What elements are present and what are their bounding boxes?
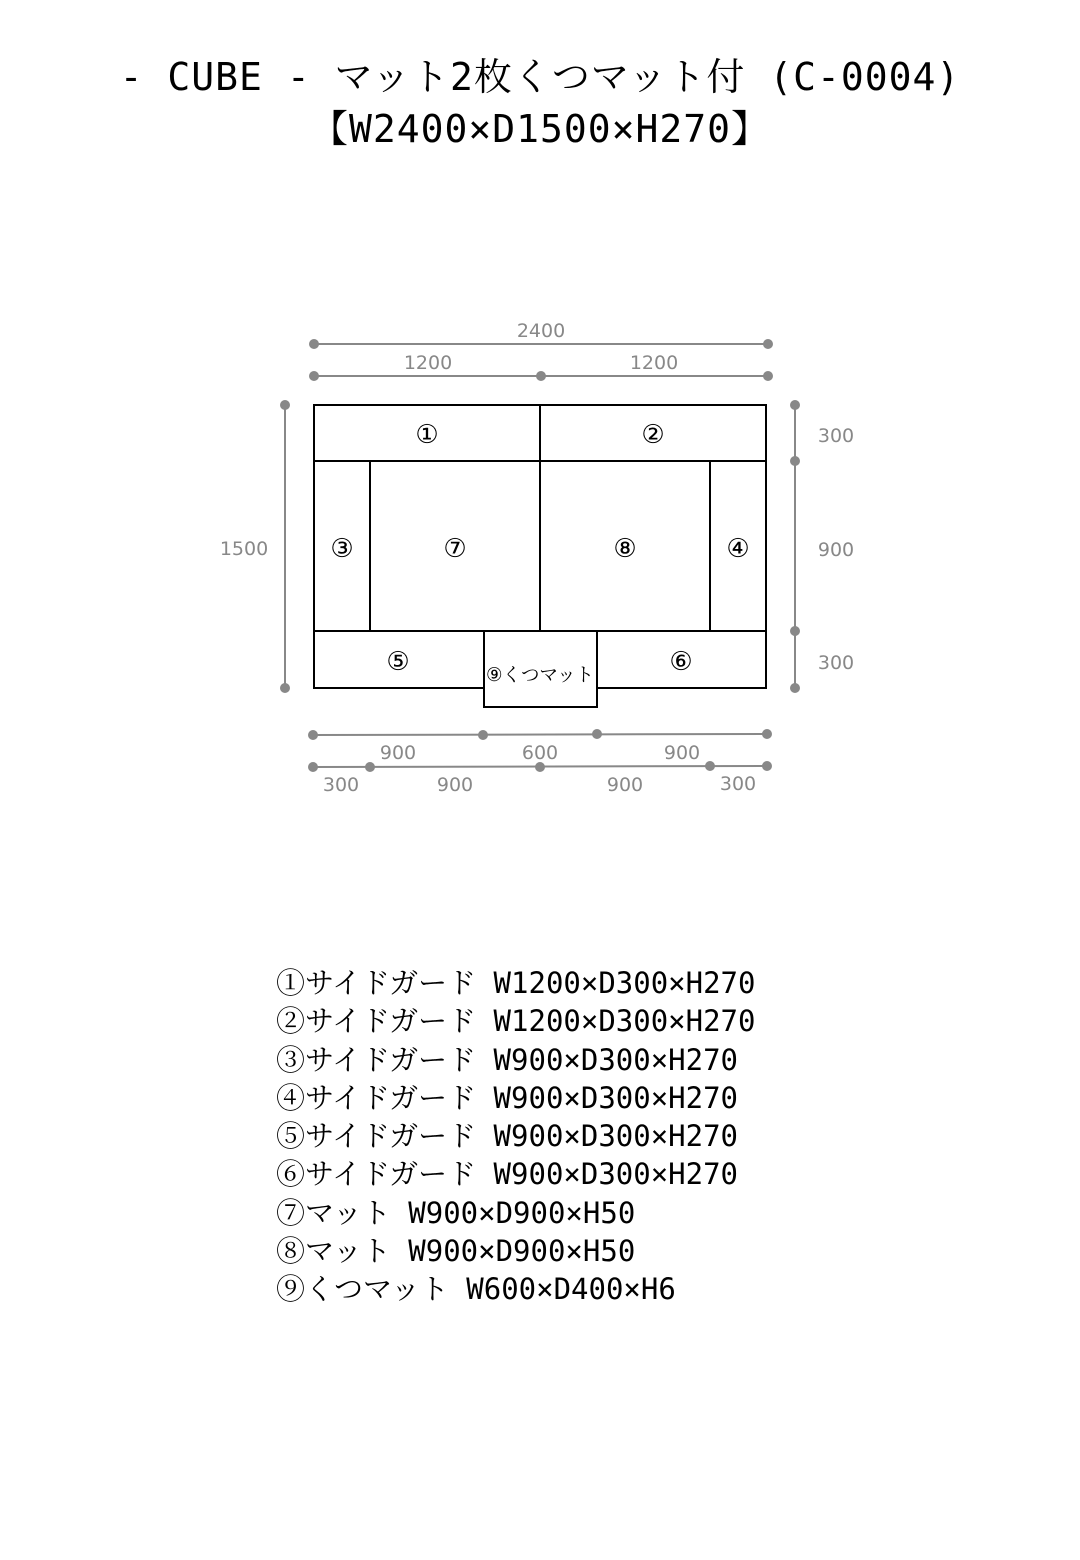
legend-item: ②サイドガード W1200×D300×H270 xyxy=(276,1004,756,1039)
title-line-1: - CUBE - マット2枚くつマット付 (C-0004) xyxy=(119,55,961,99)
part-1-label: ① xyxy=(415,420,439,450)
dim-top-left-label: 1200 xyxy=(403,352,453,374)
dim-bottom-row2-label: 900 xyxy=(606,774,644,796)
dim-bottom-row2-label: 300 xyxy=(719,773,757,795)
part-8-label: ⑧ xyxy=(613,534,637,564)
dim-top-total-label: 2400 xyxy=(516,320,566,342)
legend-item: ⑨くつマット W600×D400×H6 xyxy=(276,1272,676,1307)
part-2-label: ② xyxy=(641,420,665,450)
parts-legend xyxy=(276,964,976,1309)
dim-right-mid-label: 900 xyxy=(817,539,855,561)
legend-item: ⑦マット W900×D900×H50 xyxy=(276,1195,636,1230)
legend-item: ⑥サイドガード W900×D300×H270 xyxy=(276,1157,738,1192)
dim-right-bottom-label: 300 xyxy=(817,652,855,674)
part-6-label: ⑥ xyxy=(669,647,693,677)
dim-bottom-row1-line xyxy=(313,734,767,735)
dim-bottom-row2-label: 300 xyxy=(322,774,360,796)
dim-bottom-row1-label: 900 xyxy=(379,742,417,764)
part-5-label: ⑤ xyxy=(386,647,410,677)
dim-bottom-row1-label: 900 xyxy=(663,742,701,764)
part-9-label: ⑨くつマット xyxy=(486,664,594,686)
dim-left-total-label: 1500 xyxy=(219,538,269,560)
legend-item: ⑧マット W900×D900×H50 xyxy=(276,1234,636,1269)
legend-item: ③サイドガード W900×D300×H270 xyxy=(276,1042,738,1077)
title-line-2: 【W2400×D1500×H270】 xyxy=(309,107,771,151)
dim-bottom-row2-label: 900 xyxy=(436,774,474,796)
part-3-label: ③ xyxy=(330,534,354,564)
legend-item: ④サイドガード W900×D300×H270 xyxy=(276,1080,738,1115)
dim-bottom-row1-label: 600 xyxy=(521,742,559,764)
legend-item: ⑤サイドガード W900×D300×H270 xyxy=(276,1119,738,1154)
legend-item: ①サイドガード W1200×D300×H270 xyxy=(276,966,756,1000)
part-7-label: ⑦ xyxy=(443,534,467,564)
part-4-label: ④ xyxy=(726,534,750,564)
dim-top-right-label: 1200 xyxy=(629,352,679,374)
dim-right-top-label: 300 xyxy=(817,425,855,447)
